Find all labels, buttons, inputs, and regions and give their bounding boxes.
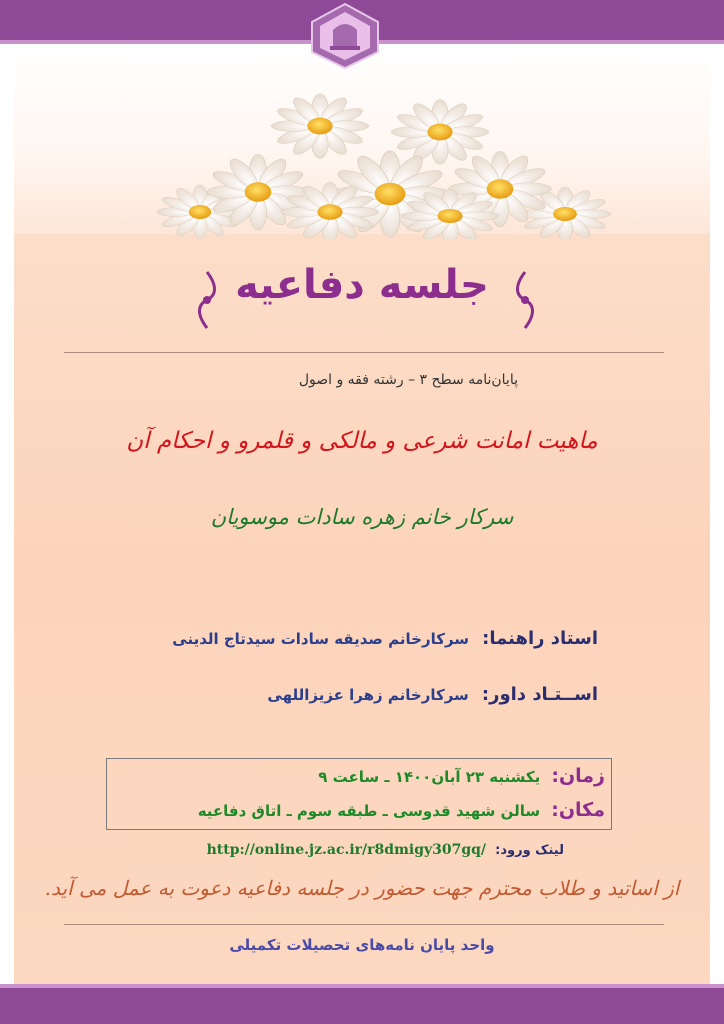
place-row (198, 799, 605, 821)
online-link-row (207, 839, 564, 858)
time-value: یکشنبه ۲۳ آبان۱۴۰۰ ـ ساعت ۹ (318, 768, 541, 786)
divider-bottom (64, 924, 664, 925)
right-ornament-icon (510, 270, 540, 330)
thesis-level-subtitle: پایان‌نامه سطح ۳ – رشته فقه و اصول (298, 372, 518, 388)
bottom-purple-band (0, 984, 724, 1024)
examiner-row (267, 684, 598, 705)
supervisor-row (172, 628, 598, 649)
divider-top (64, 352, 664, 353)
schedule-box (106, 758, 612, 830)
time-row (318, 765, 605, 787)
supervisor-label: استاد راهنما: (482, 628, 598, 649)
time-label: زمان: (551, 765, 605, 787)
page-title: جلسه دفاعیه (235, 262, 489, 308)
online-session-link[interactable]: http://online.jz.ac.ir/r8dmigy307gq/ (206, 842, 487, 858)
thesis-title: ماهیت امانت شرعی و مالکی و قلمرو و احکام آن (126, 428, 598, 454)
link-label: لینک ورود: (495, 843, 564, 858)
place-value: سالن شهید قدوسی ـ طبقه سوم ـ اتاق دفاعیه (197, 802, 541, 820)
daisy-flowers-illustration (0, 44, 724, 239)
student-name: سرکار خانم زهره سادات موسویان (210, 505, 514, 529)
supervisor-name: سرکارخانم صدیقه سادات سیدتاج الدینی (172, 630, 470, 648)
examiner-name: سرکارخانم زهرا عزیزاللهی (267, 686, 469, 704)
invitation-text: از اساتید و طلاب محترم جهت حضور در جلسه دفاعیه دعوت به عمل می آید. (44, 876, 680, 900)
organizer-unit: واحد پایان نامه‌های تحصیلات تکمیلی (229, 936, 495, 954)
place-label: مکان: (551, 799, 605, 821)
university-emblem-icon (300, 0, 390, 70)
examiner-label: اســتـاد داور: (481, 684, 598, 705)
